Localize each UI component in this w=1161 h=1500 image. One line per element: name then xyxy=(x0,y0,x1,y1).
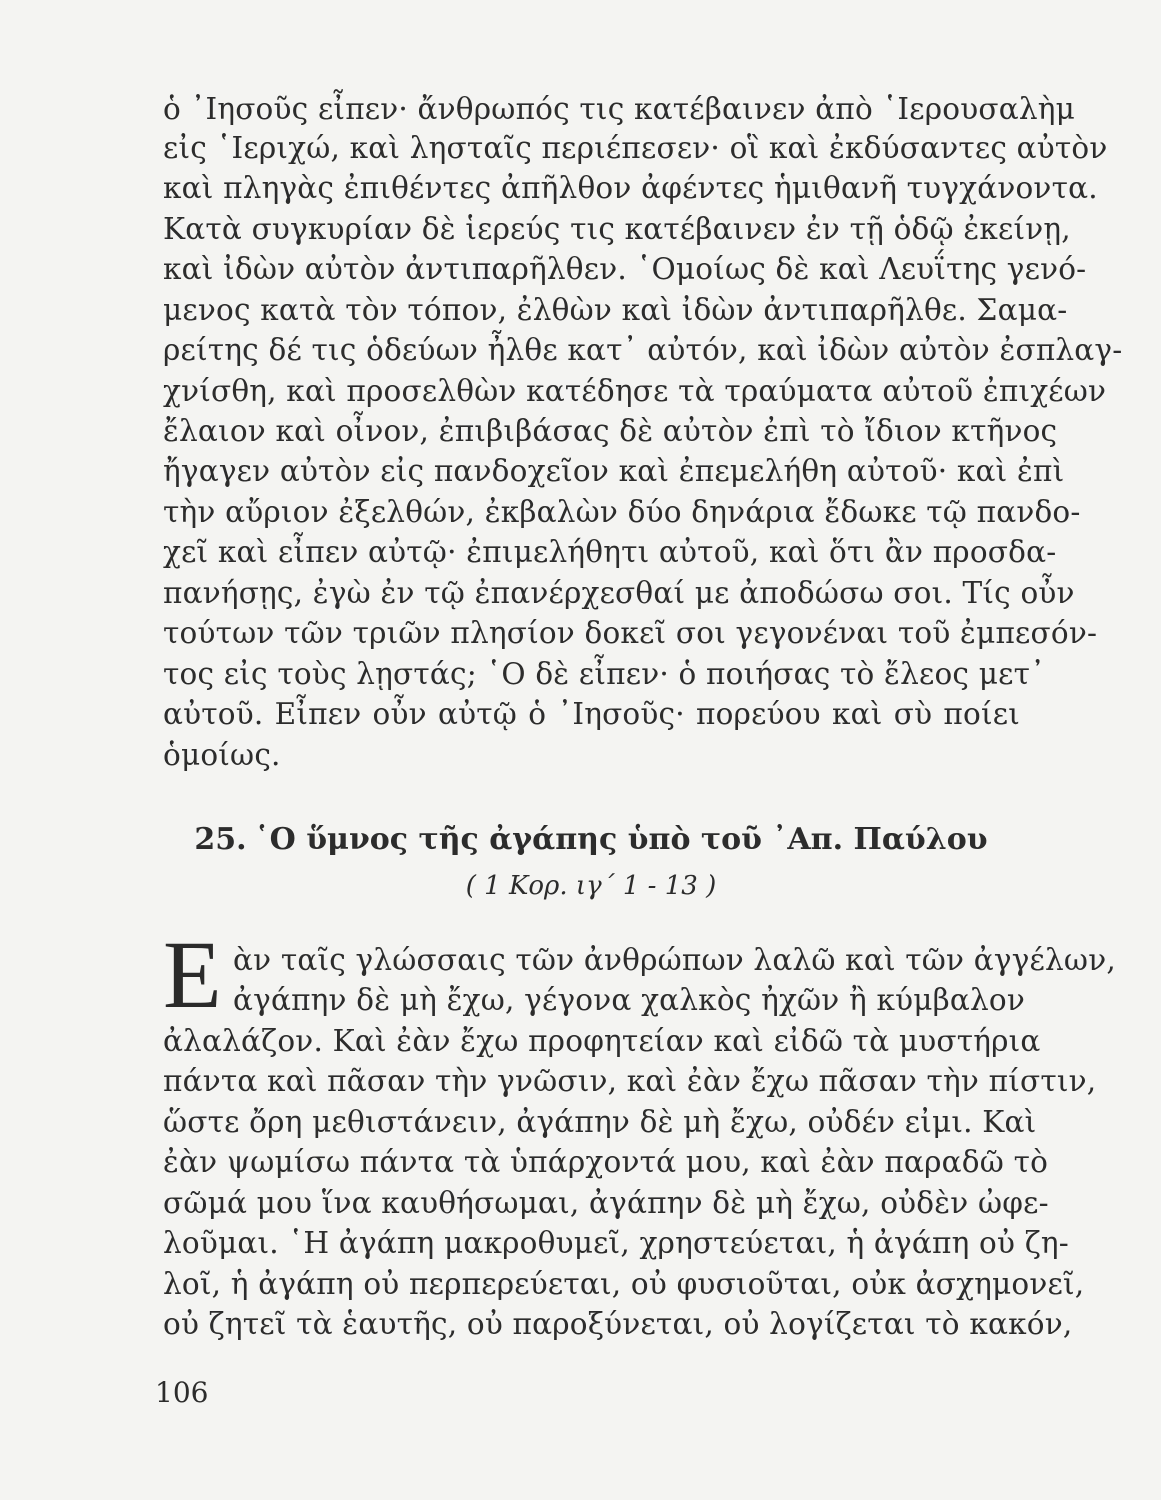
text-line: ἀλαλάζον. Καὶ ἐὰν ἔχω προφητείαν καὶ εἰδῶ τὰ μυστήρια xyxy=(163,1024,1041,1058)
text-line: οὐ ζητεῖ τὰ ἑαυτῆς, οὐ παροξύνεται, οὐ λογίζεται τὸ κακόν, xyxy=(163,1307,1073,1341)
text-line: ἐὰν ψωμίσω πάντα τὰ ὑπάρχοντά μου, καὶ ἐὰν παραδῶ τὸ xyxy=(163,1145,1049,1179)
text-line: λοῦμαι. ῾Η ἀγάπη μακροθυμεῖ, χρηστεύεται, ἡ ἀγάπη οὐ ζη- xyxy=(163,1226,1069,1260)
section-title: ῾Ο ὕμνος τῆς ἀγάπης ὑπὸ τοῦ ᾿Απ. Παύλου xyxy=(254,822,988,857)
text-line: πανήσῃς, ἐγὼ ἐν τῷ ἐπανέρχεσθαί με ἀποδώσω σοι. Τίς οὖν xyxy=(163,576,1075,610)
text-line: ἀγάπην δὲ μὴ ἔχω, γέγονα χαλκὸς ἠχῶν ἢ κύμβαλον xyxy=(233,983,1025,1017)
text-line: χνίσθη, καὶ προσελθὼν κατέδησε τὰ τραύματα αὐτοῦ ἐπιχέων xyxy=(163,374,1107,408)
text-line: τος εἰς τοὺς λῃστάς; ῾Ο δὲ εἶπεν· ὁ ποιήσας τὸ ἔλεος μετ᾿ xyxy=(163,657,1046,691)
text-line: τὴν αὔριον ἐξελθών, ἐκβαλὼν δύο δηνάρια ἔδωκε τῷ πανδο- xyxy=(163,495,1081,529)
text-line: ὁ ᾿Ιησοῦς εἶπεν· ἄνθρωπός τις κατέβαινεν ἀπὸ ῾Ιερουσαλὴμ xyxy=(163,92,1076,126)
text-line: ρείτης δέ τις ὁδεύων ἦλθε κατ᾿ αὐτόν, καὶ ἰδὼν αὐτὸν ἐσπλαγ- xyxy=(163,333,1123,367)
text-line: καὶ πληγὰς ἐπιθέντες ἀπῆλθον ἀφέντες ἡμιθανῆ τυγχάνοντα. xyxy=(163,171,1098,205)
text-line: Κατὰ συγκυρίαν δὲ ἱερεύς τις κατέβαινεν ἐν τῇ ὁδῷ ἐκείνῃ, xyxy=(163,212,1071,246)
text-line: ἤγαγεν αὐτὸν εἰς πανδοχεῖον καὶ ἐπεμελήθη αὐτοῦ· καὶ ἐπὶ xyxy=(163,454,1065,488)
text-line: ὰν ταῖς γλώσσαις τῶν ἀνθρώπων λαλῶ καὶ τῶν ἀγγέλων, xyxy=(233,943,1116,977)
text-line: ὁμοίως. xyxy=(163,738,281,772)
section-heading xyxy=(160,820,1022,860)
text-line: πάντα καὶ πᾶσαν τὴν γνῶσιν, καὶ ἐὰν ἔχω πᾶσαν τὴν πίστιν, xyxy=(163,1064,1097,1098)
text-line: καὶ ἰδὼν αὐτὸν ἀντιπαρῆλθεν. ῾Ομοίως δὲ καὶ Λευΐτης γενό- xyxy=(163,252,1087,286)
text-line: λοῖ, ἡ ἀγάπη οὐ περπερεύεται, οὐ φυσιοῦται, οὐκ ἀσχημονεῖ, xyxy=(163,1267,1085,1301)
text-line: χεῖ καὶ εἶπεν αὐτῷ· ἐπιμελήθητι αὐτοῦ, καὶ ὅτι ἂν προσδα- xyxy=(163,535,1057,569)
text-line: αὐτοῦ. Εἶπεν οὖν αὐτῷ ὁ ᾿Ιησοῦς· πορεύου καὶ σὺ ποίει xyxy=(163,697,1020,731)
text-line: ἔλαιον καὶ οἶνον, ἐπιβιβάσας δὲ αὐτὸν ἐπὶ τὸ ἴδιον κτῆνος xyxy=(163,414,1058,448)
text-line: ὥστε ὄρη μεθιστάνειν, ἀγάπην δὲ μὴ ἔχω, οὐδέν εἰμι. Καὶ xyxy=(163,1105,1037,1139)
scripture-reference: ( 1 Κορ. ιγ΄ 1 - 13 ) xyxy=(465,871,717,901)
text-line: μενος κατὰ τὸν τόπον, ἐλθὼν καὶ ἰδὼν ἀντιπαρῆλθε. Σαμα- xyxy=(163,293,1068,327)
section-number: 25. xyxy=(194,822,247,857)
page-number: 106 xyxy=(155,1376,209,1409)
text-line: εἰς ῾Ιεριχώ, καὶ λησταῖς περιέπεσεν· οἳ καὶ ἐκδύσαντες αὐτὸν xyxy=(163,131,1108,165)
drop-cap: Ε xyxy=(163,921,222,1028)
text-line: σῶμά μου ἵνα καυθήσωμαι, ἀγάπην δὲ μὴ ἔχω, οὐδὲν ὠφε- xyxy=(163,1186,1049,1220)
text-line: τούτων τῶν τριῶν πλησίον δοκεῖ σοι γεγονέναι τοῦ ἐμπεσόν- xyxy=(163,616,1098,650)
